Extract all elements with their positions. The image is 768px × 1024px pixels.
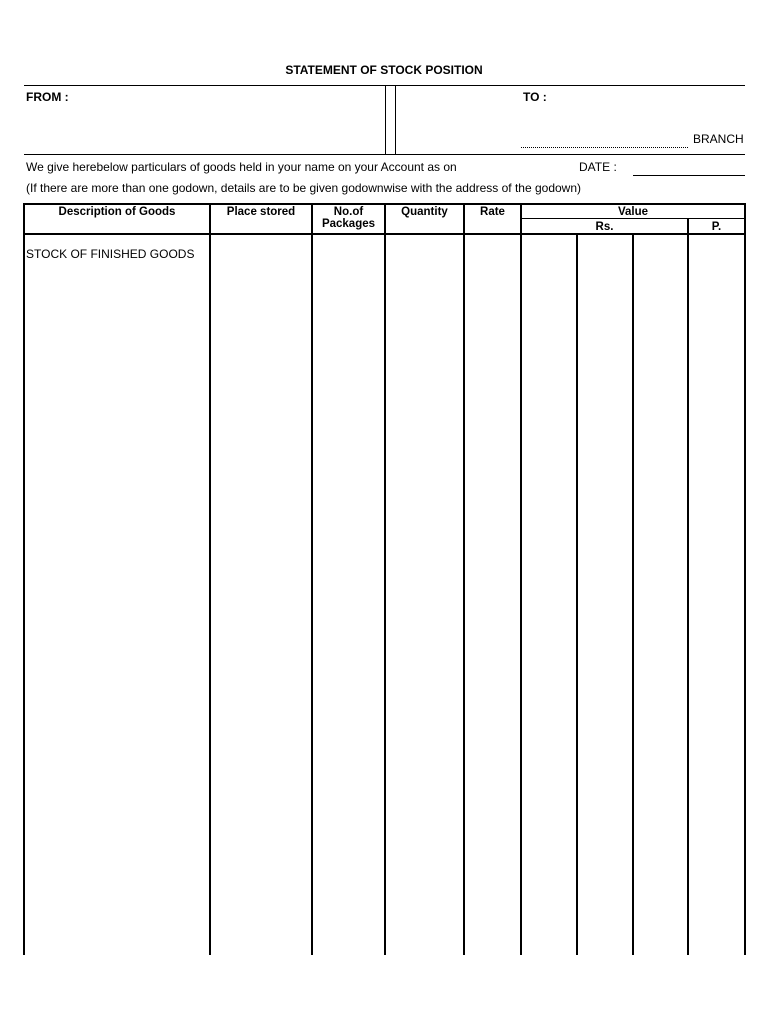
header-bottom-rule (24, 154, 745, 155)
col-line-value (520, 203, 522, 955)
col-line-left (23, 203, 25, 955)
header-divider-left (385, 85, 386, 154)
particulars-text: We give herebelow particulars of goods held in your name on your Account as on (26, 160, 457, 174)
branch-fill-line[interactable] (521, 147, 688, 148)
header-rs: Rs. (595, 221, 614, 233)
godown-note: (If there are more than one godown, details are to be given godownwise with the address of the godown) (26, 181, 582, 195)
header-p: P. (711, 221, 722, 233)
col-line-right (744, 203, 746, 955)
col-line-rs-start (576, 233, 578, 955)
date-label: DATE : (579, 160, 617, 174)
header-rate: Rate (480, 206, 505, 218)
header-divider-right (395, 85, 396, 154)
header-packages-line1: No.of (333, 206, 364, 218)
value-subheader-rule (521, 218, 746, 219)
page-title: STATEMENT OF STOCK POSITION (285, 63, 483, 77)
to-label: TO : (523, 90, 547, 104)
header-place: Place stored (226, 206, 296, 218)
branch-label: BRANCH (693, 132, 744, 146)
date-fill-line[interactable] (633, 175, 745, 176)
col-line-place (209, 203, 211, 955)
from-label: FROM : (26, 90, 69, 104)
header-packages-line2: Packages (321, 218, 376, 230)
header-description: Description of Goods (58, 206, 176, 218)
col-line-p (687, 218, 689, 955)
col-line-quantity (384, 203, 386, 955)
col-line-rs-mid (632, 233, 634, 955)
header-value: Value (617, 206, 649, 218)
col-line-rate (463, 203, 465, 955)
col-line-packages (311, 203, 313, 955)
header-quantity: Quantity (401, 206, 448, 218)
table-row-description: STOCK OF FINISHED GOODS (26, 247, 195, 261)
